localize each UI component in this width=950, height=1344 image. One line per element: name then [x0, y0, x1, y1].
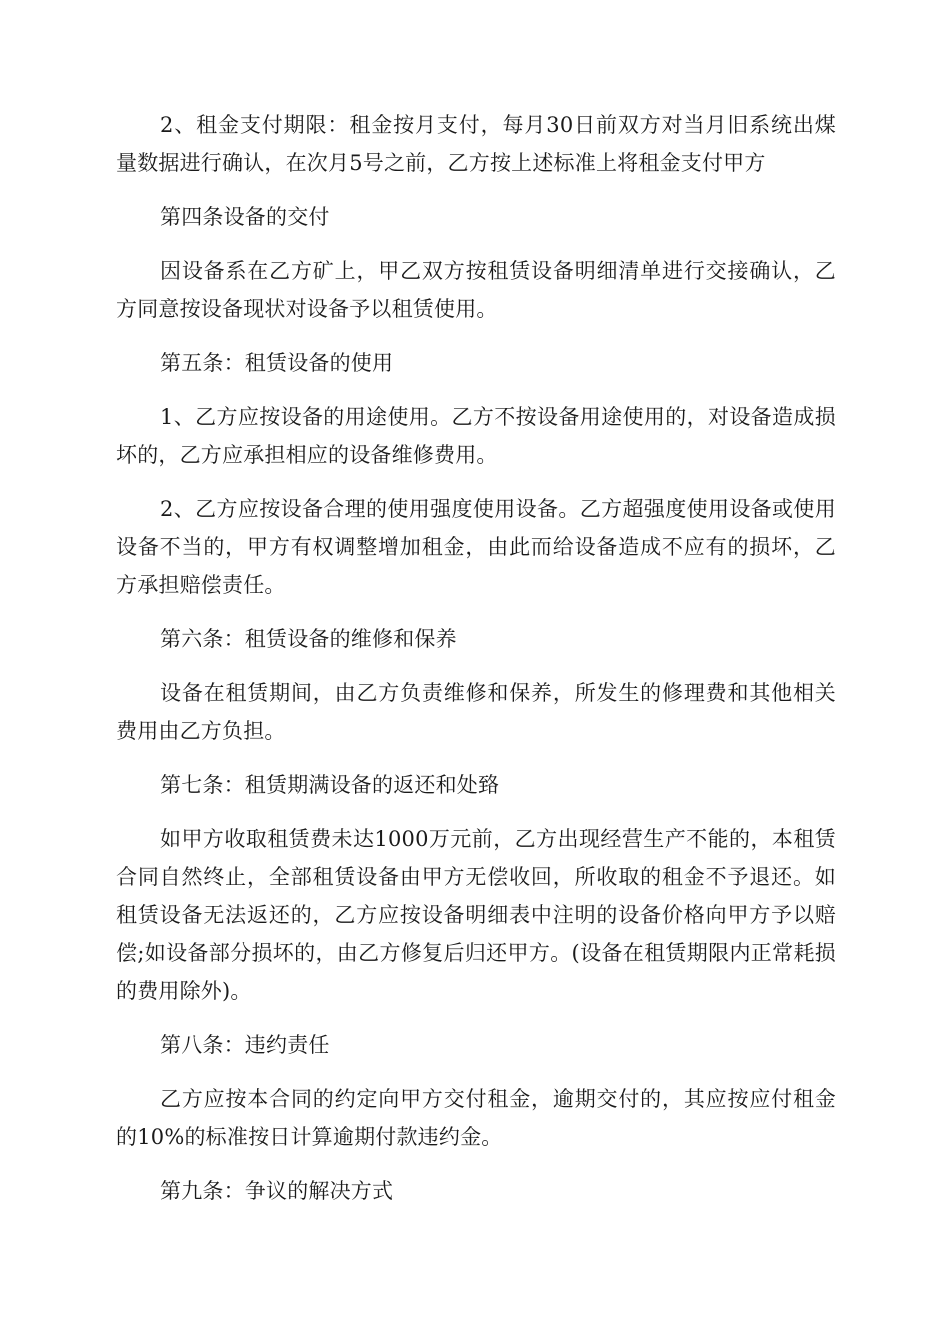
article-6-body: 设备在租赁期间，由乙方负责维修和保养，所发生的修理费和其他相关费用由乙方负担。: [116, 681, 836, 743]
article-4-body: 因设备系在乙方矿上，甲乙双方按租赁设备明细清单进行交接确认，乙方同意按设备现状对设备予以租赁使用。: [116, 259, 836, 321]
article-4-title: 第四条设备的交付: [160, 205, 330, 229]
article-8-body: 乙方应按本合同的约定向甲方交付租金，逾期交付的，其应按应付租金的10%的标准按日计算逾期付款违约金。: [116, 1087, 836, 1149]
article-9-title: 第九条：争议的解决方式: [160, 1179, 394, 1203]
article-5-item-1: 1、乙方应按设备的用途使用。乙方不按设备用途使用的，对设备造成损坏的，乙方应承担相应的设备维修费用。: [116, 405, 836, 467]
article-7-title: 第七条：租赁期满设备的返还和处臵: [160, 773, 500, 797]
clause-rent-payment-term: 2、租金支付期限：租金按月支付，每月30日前双方对当月旧系统出煤量数据进行确认，在次月5号之前，乙方按上述标准上将租金支付甲方: [116, 113, 836, 175]
article-5-title: 第五条：租赁设备的使用: [160, 351, 394, 375]
article-7-body: 如甲方收取租赁费未达1000万元前，乙方出现经营生产不能的，本租赁合同自然终止，全部租赁设备由甲方无偿收回，所收取的租金不予退还。如租赁设备无法返还的，乙方应按设备明细表中注明的设备价格向甲方予以赔偿;如设备部分损坏的，由乙方修复后归还甲方。(设备在租赁期限内正常耗损的费用除外)。: [116, 827, 836, 1003]
article-5-item-2: 2、乙方应按设备合理的使用强度使用设备。乙方超强度使用设备或使用设备不当的，甲方有权调整增加租金，由此而给设备造成不应有的损坏，乙方承担赔偿责任。: [116, 497, 836, 597]
document-body: [116, 106, 836, 1226]
article-8-title: 第八条：违约责任: [160, 1033, 330, 1057]
article-6-title: 第六条：租赁设备的维修和保养: [160, 627, 457, 651]
